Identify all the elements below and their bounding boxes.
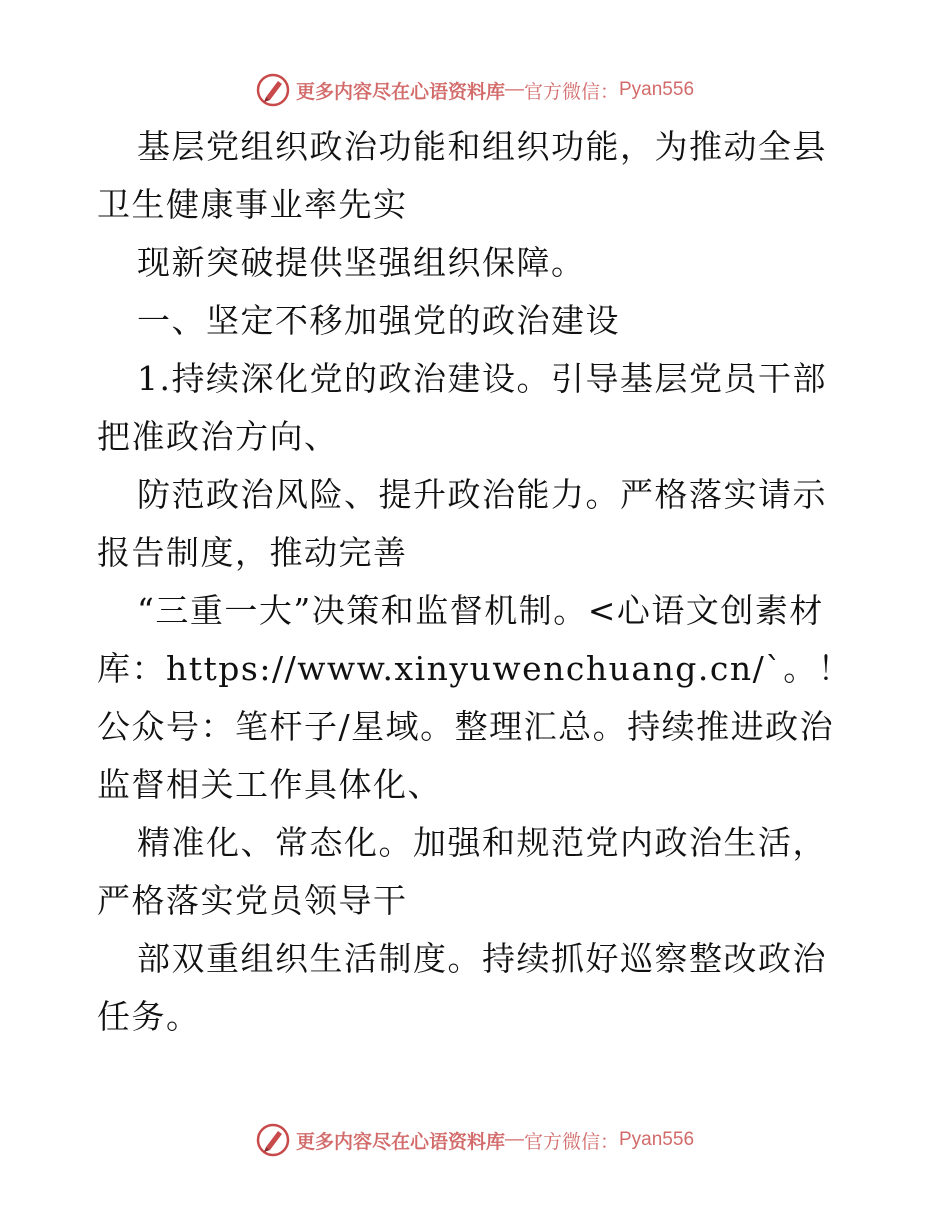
header-banner bbox=[0, 70, 950, 110]
paragraph: 现新突破提供坚强组织保障。 bbox=[137, 243, 586, 282]
pen-logo-icon bbox=[256, 73, 290, 107]
paragraph: 部双重组织生活制度。持续抓好巡察整改政治任务。 bbox=[97, 939, 827, 1036]
banner-dash: — bbox=[504, 1129, 524, 1150]
banner-main-text: 更多内容尽在心语资料库 bbox=[295, 1131, 505, 1153]
paragraph: “三重一大”决策和监督机制。<心语文创素材库：https://www.xinyuwenchuang.cn/`。！公众号：笔杆子/星域。整理汇总。持续推进政治监督相关工作具体化、 bbox=[97, 591, 853, 804]
banner-sub-text: 官方微信： bbox=[523, 81, 619, 103]
section-heading: 一、坚定不移加强党的政治建设 bbox=[137, 301, 620, 340]
banner-id-text: Pyan556 bbox=[619, 1129, 695, 1150]
paragraph: 1.持续深化党的政治建设。引导基层党员干部把准政治方向、 bbox=[97, 359, 827, 456]
banner-main-text: 更多内容尽在心语资料库 bbox=[295, 81, 505, 103]
paragraph: 精准化、常态化。加强和规范党内政治生活，严格落实党员领导干 bbox=[97, 823, 827, 920]
paragraph: 防范政治风险、提升政治能力。严格落实请示报告制度，推动完善 bbox=[97, 475, 827, 572]
banner-sub-text: 官方微信： bbox=[523, 1131, 619, 1153]
document-body bbox=[97, 118, 857, 1046]
paragraph: 基层党组织政治功能和组织功能，为推动全县卫生健康事业率先实 bbox=[97, 127, 827, 224]
pen-logo-icon bbox=[256, 1123, 290, 1157]
footer-banner bbox=[0, 1120, 950, 1160]
banner-dash: — bbox=[504, 79, 524, 100]
banner-id-text: Pyan556 bbox=[619, 79, 695, 100]
